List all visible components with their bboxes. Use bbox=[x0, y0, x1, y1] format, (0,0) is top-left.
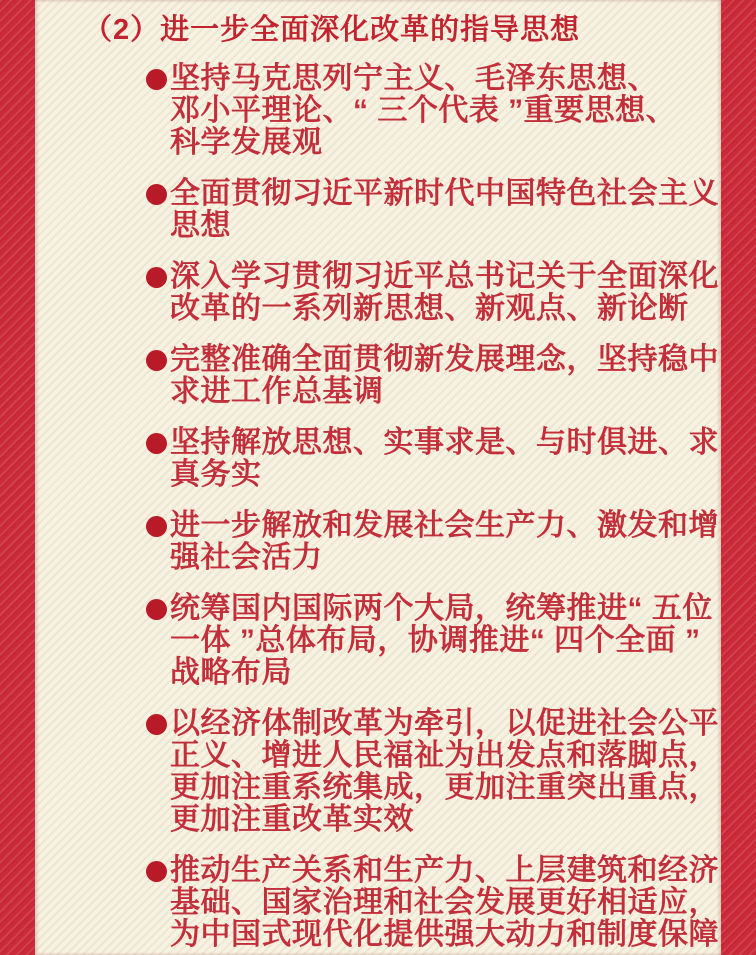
list-item-line: 求进工作总基调 bbox=[170, 375, 384, 408]
list-item-line: 坚持解放思想、实事求是、与时俱进、求 bbox=[170, 426, 719, 459]
bullet-icon bbox=[146, 714, 167, 735]
bullet-icon bbox=[146, 433, 167, 454]
list-item-text bbox=[170, 510, 719, 574]
list-item bbox=[146, 260, 719, 325]
content-panel bbox=[35, 0, 721, 955]
list-item bbox=[146, 707, 719, 836]
section-heading: （2）进一步全面深化改革的指导思想 bbox=[83, 14, 581, 46]
list-item-text bbox=[170, 344, 719, 408]
list-item-text bbox=[170, 593, 713, 689]
list-item bbox=[146, 509, 719, 574]
list-item-line: 强社会活力 bbox=[170, 541, 323, 574]
list-item bbox=[146, 63, 715, 159]
list-item-line: 邓小平理论、“ 三个代表 ”重要思想、 bbox=[170, 94, 677, 127]
list-item-text bbox=[170, 63, 676, 159]
list-item-line: 统筹国内国际两个大局，统筹推进“ 五位 bbox=[170, 592, 713, 625]
list-item-line: 更加注重改革实效 bbox=[170, 803, 414, 836]
bullet-icon bbox=[146, 861, 167, 882]
list-item-line: 改革的一系列新思想、新观点、新论断 bbox=[170, 292, 689, 325]
list-item-text bbox=[170, 855, 719, 951]
list-item-line: 正义、增进人民福祉为出发点和落脚点， bbox=[170, 739, 719, 772]
list-item-text bbox=[170, 708, 719, 836]
list-item bbox=[146, 854, 719, 951]
list-item-line: 推动生产关系和生产力、上层建筑和经济 bbox=[170, 854, 719, 887]
bullet-icon bbox=[146, 599, 167, 620]
list-item-line: 坚持马克思列宁主义、毛泽东思想、 bbox=[170, 62, 658, 95]
bullet-list bbox=[35, 48, 721, 951]
bullet-icon bbox=[146, 69, 167, 90]
list-item-line: 战略布局 bbox=[170, 656, 292, 689]
list-item-line: 更加注重系统集成，更加注重突出重点， bbox=[170, 771, 719, 804]
list-item-line: 深入学习贯彻习近平总书记关于全面深化 bbox=[170, 260, 719, 293]
list-item bbox=[146, 177, 719, 242]
list-item-line: 全面贯彻习近平新时代中国特色社会主义 bbox=[170, 177, 719, 210]
list-item-text bbox=[170, 178, 719, 242]
list-item-line: 思想 bbox=[170, 209, 231, 242]
list-item-text bbox=[170, 261, 719, 325]
list-item-line: 进一步解放和发展社会生产力、激发和增 bbox=[170, 509, 719, 542]
list-item-line: 完整准确全面贯彻新发展理念，坚持稳中 bbox=[170, 343, 719, 376]
list-item-line: 以经济体制改革为牵引，以促进社会公平 bbox=[170, 707, 719, 740]
list-item-line: 基础、国家治理和社会发展更好相适应， bbox=[170, 886, 719, 919]
list-item-line: 一体 ”总体布局，协调推进“ 四个全面 ” bbox=[170, 624, 701, 657]
list-item-line: 真务实 bbox=[170, 458, 262, 491]
bullet-icon bbox=[146, 516, 167, 537]
bullet-icon bbox=[146, 350, 167, 371]
bullet-icon bbox=[146, 267, 167, 288]
list-item bbox=[146, 593, 715, 689]
list-item bbox=[146, 426, 719, 491]
bullet-icon bbox=[146, 184, 167, 205]
list-item bbox=[146, 343, 719, 408]
list-item-text bbox=[170, 427, 719, 491]
list-item-line: 为中国式现代化提供强大动力和制度保障 bbox=[170, 918, 719, 951]
list-item-line: 科学发展观 bbox=[170, 126, 323, 159]
